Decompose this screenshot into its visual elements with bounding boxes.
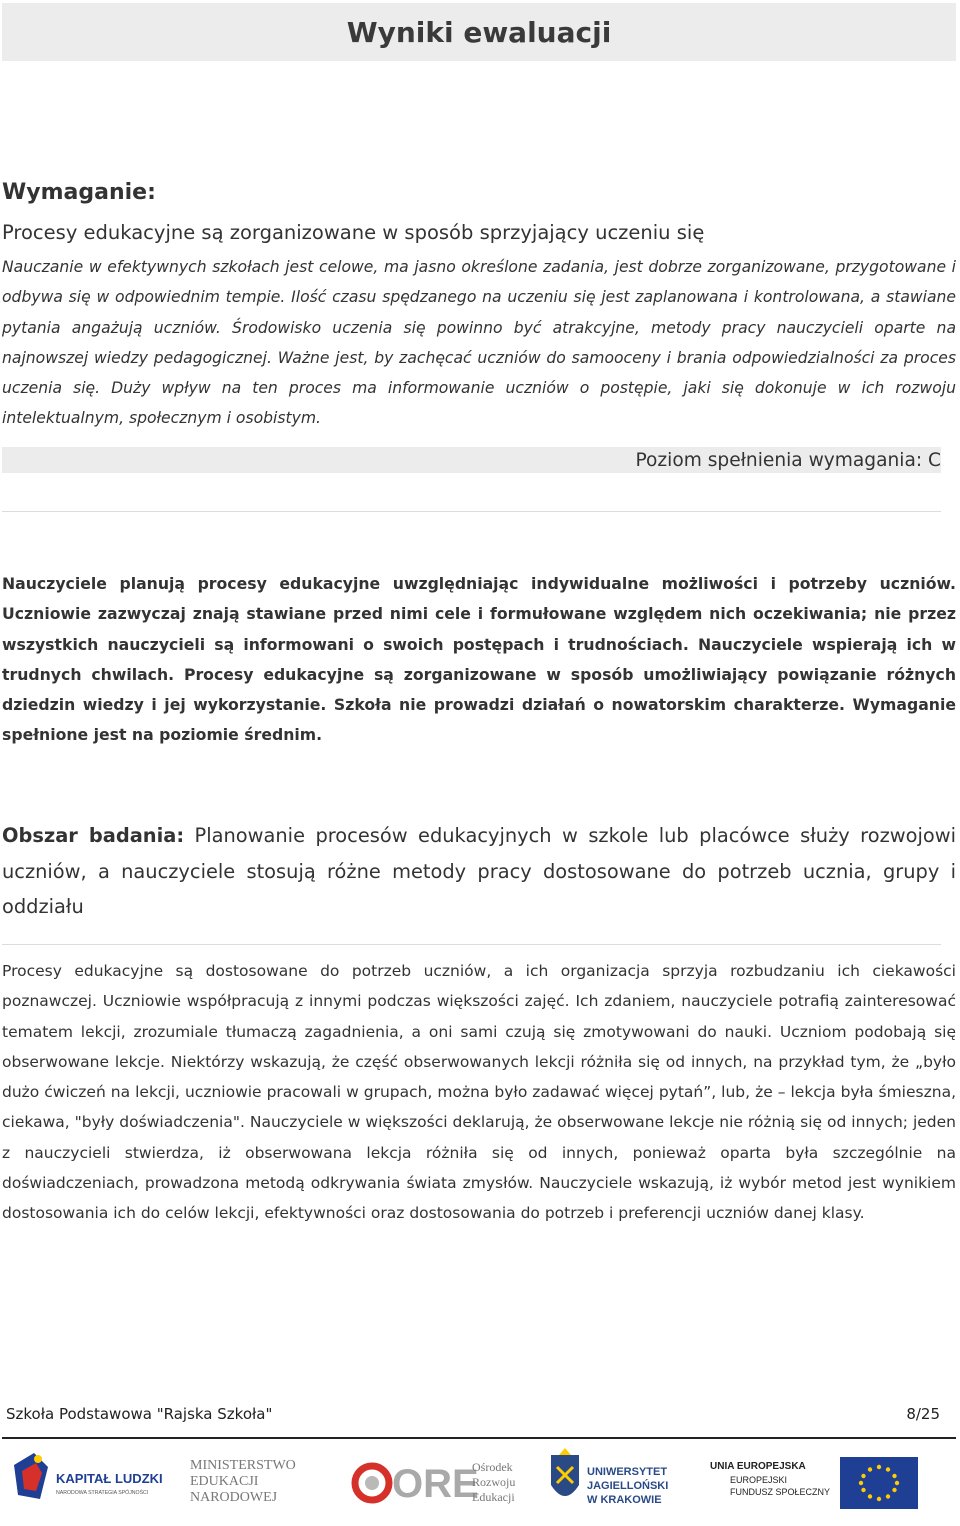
uj-line-1: UNIWERSYTET xyxy=(587,1466,668,1478)
uj-line-3: W KRAKOWIE xyxy=(587,1494,662,1506)
uj-line-2: JAGIELLOŃSKI xyxy=(587,1480,669,1492)
ore-ring-icon xyxy=(355,1466,389,1500)
osrodek-logo xyxy=(470,1445,540,1521)
requirement-title: Procesy edukacyjne są zorganizowane w sposób sprzyjający uczeniu się xyxy=(2,221,705,244)
ue-line-1: UNIA EUROPEJSKA xyxy=(710,1461,806,1472)
uj-logo xyxy=(545,1445,685,1521)
footer-school-name: Szkoła Podstawowa "Rajska Szkoła" xyxy=(6,1405,273,1423)
ue-line-3: FUNDUSZ SPOŁECZNY xyxy=(730,1487,831,1497)
osrodek-line-3: Edukacji xyxy=(472,1490,515,1504)
eu-flag-icon xyxy=(840,1457,918,1509)
requirement-description: Nauczanie w efektywnych szkołach jest celowe, ma jasno określone zadania, jest dobrze zorganizowane, przygotowane i odbywa się w odpowiednim tempie. Ilość czasu spędzanego na uczeniu się jest zaplanowana i kontrolowana, a stawiane pytania angażują uczniów. Środowisko uczenia się powinno być atrakcyjne, metody pracy nauczycieli oparte na najnowszej wiedzy pedagogicznej. Ważne jest, by zachęcać uczniów do samooceny i brania odpowiedzialności za proces uczenia się. Duży wpływ na ten proces ma informowanie uczniów o postępie, jaki się dokonuje w ich rozwoju intelektualnym, społecznym i osobistym. xyxy=(2,258,956,428)
kapital-ludzki-tagline: NARODOWA STRATEGIA SPÓJNOŚCI xyxy=(56,1490,149,1496)
divider xyxy=(2,511,941,512)
ue-line-2: EUROPEJSKI xyxy=(730,1475,788,1485)
men-logo xyxy=(186,1445,306,1521)
research-findings: Procesy edukacyjne są dostosowane do potrzeb uczniów, a ich organizacja sprzyja rozbudzaniu ich ciekawości poznawczej. Uczniowie współpracują z innymi podczas większości zajęć. Ich zdaniem, nauczyciele potrafią zainteresować tematem lekcji, zrozumiale tłumaczą zagadnienia, a oni sami czują się zmotywowani do nauki. Uczniom podobają się obserwowane lekcje. Niektórzy wskazują, że część obserwowanych lekcji różniła się od innych, na przykład tym, że „było dużo ćwiczeń na lekcji, uczniowie pracowali w grupach, można było zadawać więcej pytań”, lub, że – lekcja była śmieszna, ciekawa, "były doświadczenia". Nauczyciele w większości deklarują, że obserwowane lekcje nie różnią się od innych; jeden z nauczycieli stwierdza, iż obserwowana lekcja różniła się od innych, ponieważ oparta była szczególnie na doświadczeniach, prowadzona metodą odkrywania świata zmysłów. Nauczyciele wskazują, iż wybór metod jest wynikiem dostosowania ich do celów lekcji, efektywności oraz dostosowania do potrzeb i preferencji uczniów danej klasy. xyxy=(2,962,956,1223)
osrodek-line-1: Ośrodek xyxy=(472,1460,513,1474)
men-line-1: MINISTERSTWO xyxy=(190,1458,296,1473)
research-area-text: Planowanie procesów edukacyjnych w szkole lub placówce służy rozwojowi uczniów, a nauczyciele stosują różne metody pracy dostosowane do potrzeb ucznia, grupy i oddziału xyxy=(2,824,956,918)
evaluation-summary: Nauczyciele planują procesy edukacyjne uwzględniając indywidualne możliwości i potrzeby uczniów. Uczniowie zazwyczaj znają stawiane przed nimi cele i formułowane względem nich oczekiwania; nie przez wszystkich nauczycieli są informowani o swoich postępach i trudnościach. Nauczyciele wspierają ich w trudnych chwilach. Procesy edukacyjne są zorganizowane w sposób umożliwiający powiązanie różnych dziedzin wiedzy i jej wykorzystanie. Szkoła nie prowadzi działań o nowatorskim charakterze. Wymaganie spełnione jest na poziomie średnim. xyxy=(2,574,956,745)
footer-rule xyxy=(2,1437,956,1439)
kapital-ludzki-logo xyxy=(8,1445,173,1521)
requirement-label: Wymaganie: xyxy=(2,180,156,205)
page-header xyxy=(2,3,956,61)
research-area xyxy=(2,818,956,925)
sponsor-logos xyxy=(0,1445,960,1521)
uj-crest-icon xyxy=(551,1448,579,1496)
footer-page-number: 8/25 xyxy=(906,1405,940,1423)
kapital-ludzki-name: KAPITAŁ LUDZKI xyxy=(56,1471,163,1486)
research-area-label: Obszar badania: xyxy=(2,824,185,847)
page-footer xyxy=(6,1405,940,1423)
requirement-level: Poziom spełnienia wymagania: C xyxy=(2,447,941,473)
page-title: Wyniki ewaluacji xyxy=(346,15,612,49)
ore-letters: ORE xyxy=(392,1462,479,1506)
kapital-ludzki-emblem-icon xyxy=(14,1453,48,1499)
osrodek-line-2: Rozwoju xyxy=(472,1475,516,1489)
men-line-3: NARODOWEJ xyxy=(190,1490,278,1505)
divider xyxy=(2,944,941,945)
ue-logo xyxy=(700,1445,950,1521)
men-line-2: EDUKACJI xyxy=(190,1474,259,1489)
ore-logo xyxy=(348,1445,479,1521)
